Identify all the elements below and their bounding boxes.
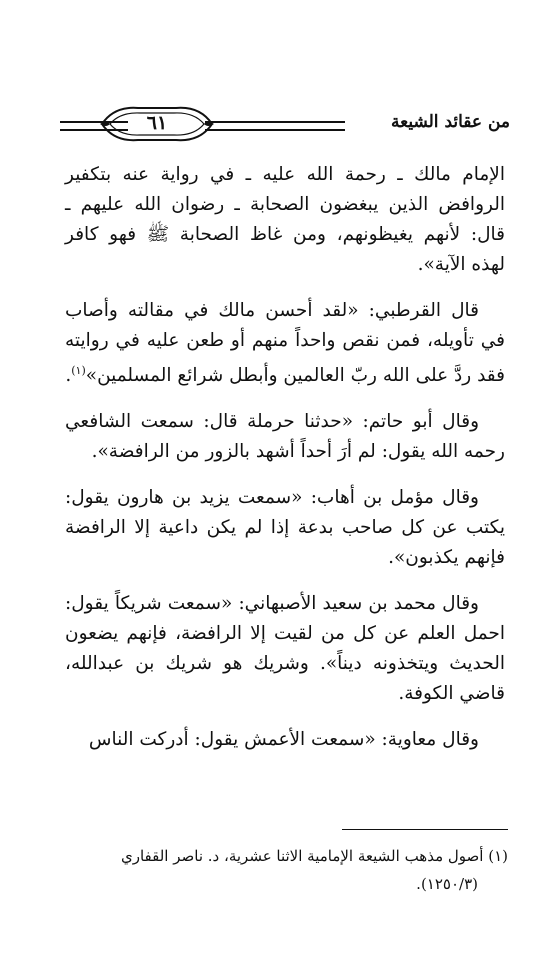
footnote-marker: (١) (71, 364, 86, 377)
page-header (60, 100, 510, 150)
paragraph-6-text: وقال معاوية: «سمعت الأعمش يقول: أدركت الناس (88, 729, 479, 751)
footnote-1-line2: (١٢٥٠/٣). (416, 875, 478, 893)
footnote-number: (١) (488, 847, 508, 865)
paragraph-2 (65, 296, 505, 391)
paragraph-2-tail: . (65, 365, 72, 387)
paragraph-1-text: الإمام مالك ـ رحمة الله عليه ـ في رواية عنه بتكفير الروافض الذين يبغضون الصحابة ـ رضوان الله عليهم ـ قال: لأنهم يغيظونهم، ومن غاظ الصحابة ﷺ فهو كافر لهذه الآية». (65, 164, 505, 275)
body-text (65, 160, 505, 771)
paragraph-3 (65, 407, 505, 467)
footnote-line1: أصول مذهب الشيعة الإمامية الاثنا عشرية، د. ناصر القفاري (121, 847, 484, 865)
paragraph-5-text: وقال محمد بن سعيد الأصبهاني: «سمعت شريكاً يقول: احمل العلم عن كل من لقيت إلا الرافضة، فإنهم يضعون الحديث ويتخذونه ديناً». وشريك هو شريك بن عبدالله، قاضي الكوفة. (65, 593, 505, 705)
paragraph-5 (65, 589, 505, 709)
footnotes (60, 842, 508, 898)
header-rule-right (205, 121, 345, 131)
page-number: ٦١ (146, 112, 168, 134)
footnote-1 (60, 842, 508, 870)
paragraph-4-text: وقال مؤمل بن أهاب: «سمعت يزيد بن هارون يقول: يكتب عن كل صاحب بدعة إذا لم يكن داعية إلا الرافضة فإنهم يكذبون». (65, 487, 505, 569)
paragraph-6 (65, 725, 505, 755)
paragraph-3-text: وقال أبو حاتم: «حدثنا حرملة قال: سمعت الشافعي رحمه الله يقول: لم أرَ أحداً أشهد بالزور من الرافضة». (65, 411, 505, 463)
paragraph-4 (65, 483, 505, 573)
page-number-ornament (98, 100, 216, 148)
running-title: من عقائد الشيعة (391, 112, 510, 132)
footnote-separator (342, 829, 508, 830)
paragraph-1 (65, 160, 505, 280)
paragraph-2-text: قال القرطبي: «لقد أحسن مالك في مقالته وأصاب في تأويله، فمن نقص واحداً منهم أو طعن عليه في روايته فقد ردَّ على الله ربّ العالمين وأبطل شرائع المسلمين» (65, 300, 505, 387)
